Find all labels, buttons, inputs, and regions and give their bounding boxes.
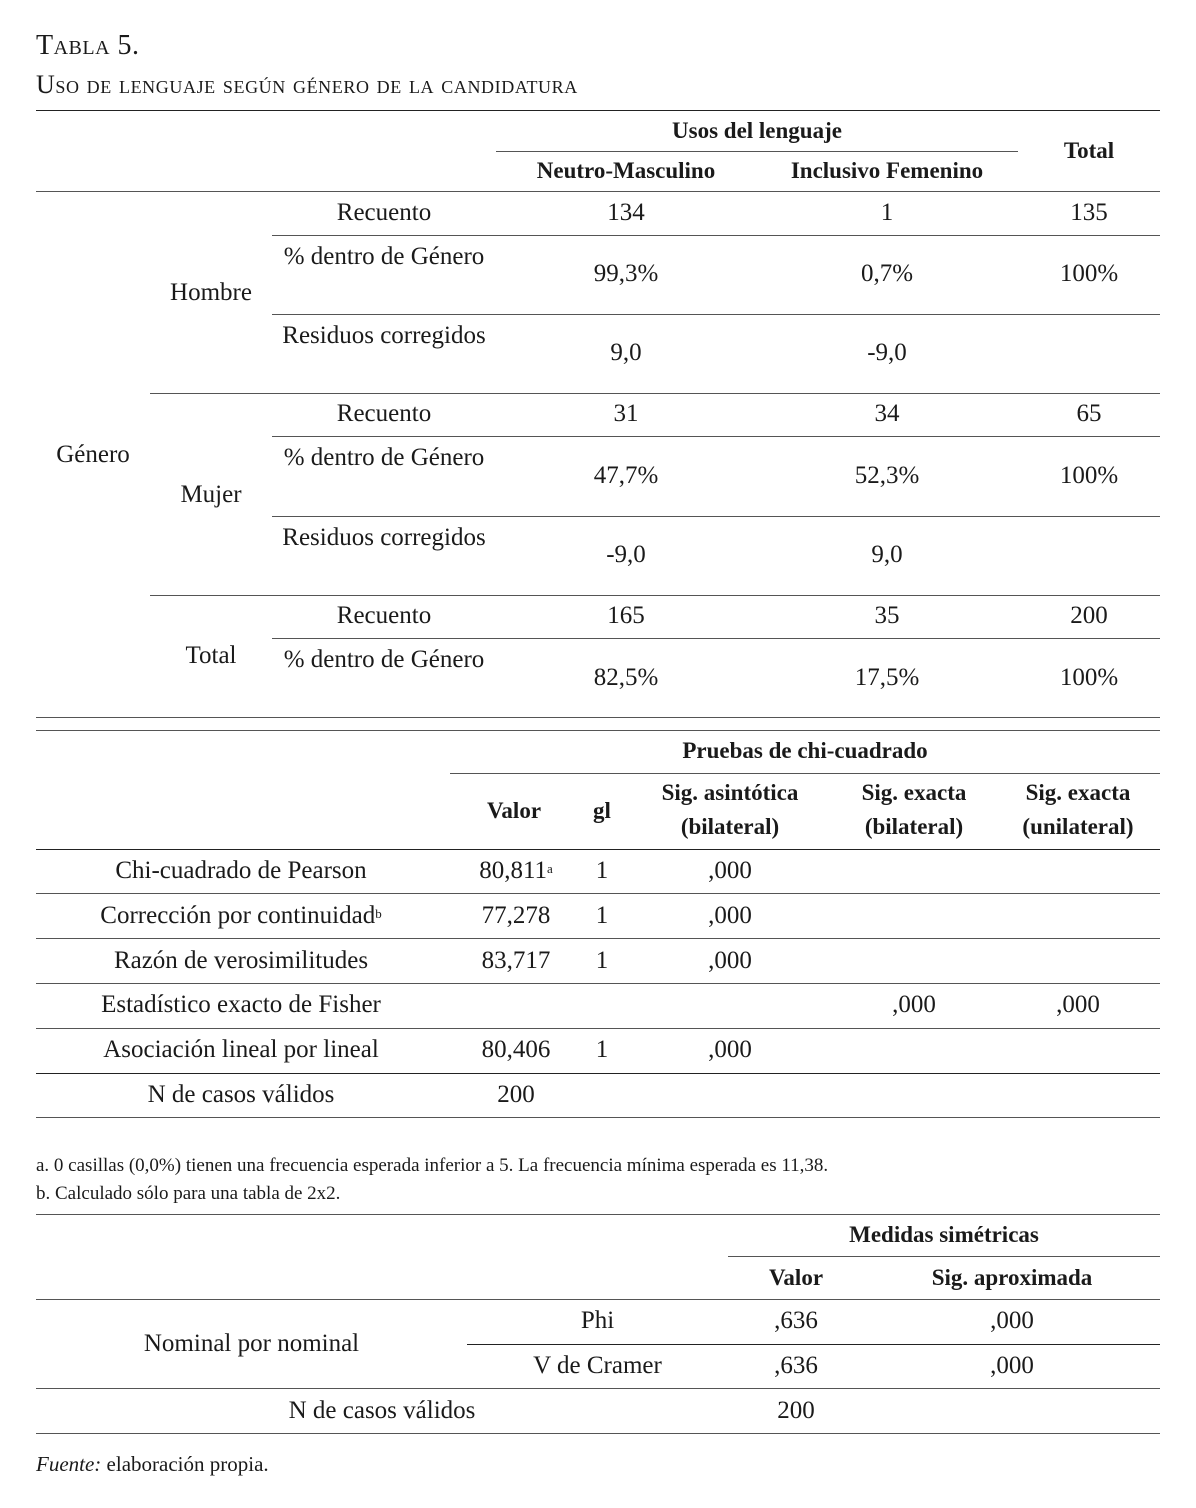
rule-top [36,1214,1160,1215]
cell-value: 34 [874,400,900,427]
row-divider [36,938,1160,939]
test-label: Estadístico exacto de Fisher [101,991,381,1018]
test-valor: 80,406 [481,1036,551,1063]
cell-value: -9,0 [867,339,907,366]
row-divider [272,516,1160,517]
stat-label: % dentro de Género [283,243,485,270]
col-header-gl: gl [593,798,611,823]
row-divider [272,235,1160,236]
row-divider [36,1388,1160,1389]
cell-value: 17,5% [854,664,920,691]
measure-sig: ,000 [990,1307,1034,1334]
group-label-total: Total [185,642,237,669]
cell-value: 47,7% [593,462,659,489]
cell-value: 165 [607,602,645,629]
rule-header-bottom [36,1299,1160,1300]
cell-total: 100% [1059,664,1119,691]
rule-top [36,730,1160,731]
test-sig-exacta-bi: ,000 [892,991,936,1018]
rule-bottom [36,1117,1160,1118]
row-divider [467,1344,1160,1345]
col-header-neutro: Neutro-Masculino [536,158,716,183]
table-label: Tabla 5. [36,30,140,61]
col-group-header: Usos del lenguaje [672,118,842,143]
cell-value: 35 [874,602,900,629]
cell-total: 200 [1070,602,1108,629]
test-label: Razón de verosimilitudes [113,947,369,974]
test-label: Asociación lineal por lineal [103,1036,379,1063]
test-gl: 1 [595,947,609,974]
test-valor [462,853,570,889]
stat-label: % dentro de Género [283,444,485,471]
measure-valor: ,636 [774,1352,818,1379]
test-gl: 1 [595,902,609,929]
cell-value: 1 [880,199,894,226]
rule-subheader [496,151,1018,152]
group-divider [150,595,1160,596]
valor-text: 80,811 [479,857,548,884]
row-var-label: Género [56,441,130,468]
row-divider [272,638,1160,639]
source-text: elaboración propia. [101,1452,269,1476]
test-label [36,853,446,889]
cell-value: 52,3% [854,462,920,489]
test-sig-exacta-uni: ,000 [1056,991,1100,1018]
cell-value: -9,0 [606,541,646,568]
cell-total: 100% [1059,462,1119,489]
source-note [36,1452,269,1477]
chi-title: Pruebas de chi-cuadrado [682,738,928,763]
stat-label: Recuento [336,400,432,427]
test-label-text: Chi-cuadrado de Pearson [115,857,367,884]
test-label [36,898,446,934]
n-value: 200 [777,1397,815,1424]
cell-total: 100% [1059,260,1119,287]
row-divider [272,436,1160,437]
cell-value: 99,3% [593,260,659,287]
test-valor: 200 [497,1081,535,1108]
row-divider [36,1073,1160,1074]
footnote-marker: b [375,906,382,921]
group-divider [150,393,1160,394]
measure-valor: ,636 [774,1307,818,1334]
cell-value: 0,7% [860,260,914,287]
test-label-text: Corrección por continuidad [100,902,376,929]
test-sig-asint: ,000 [708,857,752,884]
rule-bottom [36,1433,1160,1434]
col-header-sig-exacta-uni: Sig. exacta (unilateral) [1022,780,1134,839]
test-gl: 1 [595,1036,609,1063]
cell-value: 31 [613,400,639,427]
stat-label: % dentro de Género [283,646,485,673]
measure-label: Phi [580,1307,615,1334]
rule-header-bottom [36,191,1160,192]
test-sig-asint: ,000 [708,947,752,974]
footnote-marker: a [547,861,553,876]
test-label: N de casos válidos [147,1081,335,1108]
group-label-nominal: Nominal por nominal [143,1330,360,1357]
group-label-mujer: Mujer [180,481,242,508]
n-label: N de casos válidos [288,1397,476,1424]
col-header-valor: Valor [768,1265,824,1290]
cell-total: 65 [1076,400,1102,427]
row-divider [36,893,1160,894]
stat-label: Residuos corregidos [282,322,486,349]
test-valor: 77,278 [481,902,551,929]
col-header-inclusivo: Inclusivo Femenino [790,158,984,183]
table-title: Uso de lenguaje según género de la candidatura [36,70,578,99]
measure-sig: ,000 [990,1352,1034,1379]
row-divider [272,314,1160,315]
rule-top [36,110,1160,111]
cell-value: 9,0 [871,541,903,568]
col-header-valor: Valor [486,798,542,823]
col-header-sig-exacta-bi: Sig. exacta (bilateral) [861,780,967,839]
cell-value: 82,5% [593,664,659,691]
rule-subheader [450,773,1160,774]
source-label: Fuente: [36,1452,102,1476]
col-header-sig-asint: Sig. asintótica (bilateral) [661,780,799,839]
row-divider [36,1028,1160,1029]
cell-value: 134 [607,199,645,226]
measure-label: V de Cramer [533,1352,662,1379]
group-label-hombre: Hombre [170,279,252,306]
stat-label: Recuento [336,602,432,629]
footnote-a: a. 0 casillas (0,0%) tienen una frecuencia esperada inferior a 5. La frecuencia mínima esperada es 11,38. [36,1155,829,1176]
footnote-b: b. Calculado sólo para una tabla de 2x2. [36,1183,341,1204]
test-gl: 1 [595,857,609,884]
stat-label: Recuento [336,199,432,226]
test-sig-asint: ,000 [708,1036,752,1063]
stat-label: Residuos corregidos [282,524,486,551]
rule-subheader [728,1256,1160,1257]
test-valor: 83,717 [481,947,551,974]
test-sig-asint: ,000 [708,902,752,929]
rule-bottom [36,717,1160,718]
col-header-total: Total [1063,138,1115,163]
sym-title: Medidas simétricas [849,1222,1039,1247]
cell-total: 135 [1070,199,1108,226]
cell-value: 9,0 [610,339,642,366]
col-header-sig-aprox: Sig. aproximada [931,1265,1093,1290]
rule-header-bottom [36,849,1160,850]
row-divider [36,983,1160,984]
